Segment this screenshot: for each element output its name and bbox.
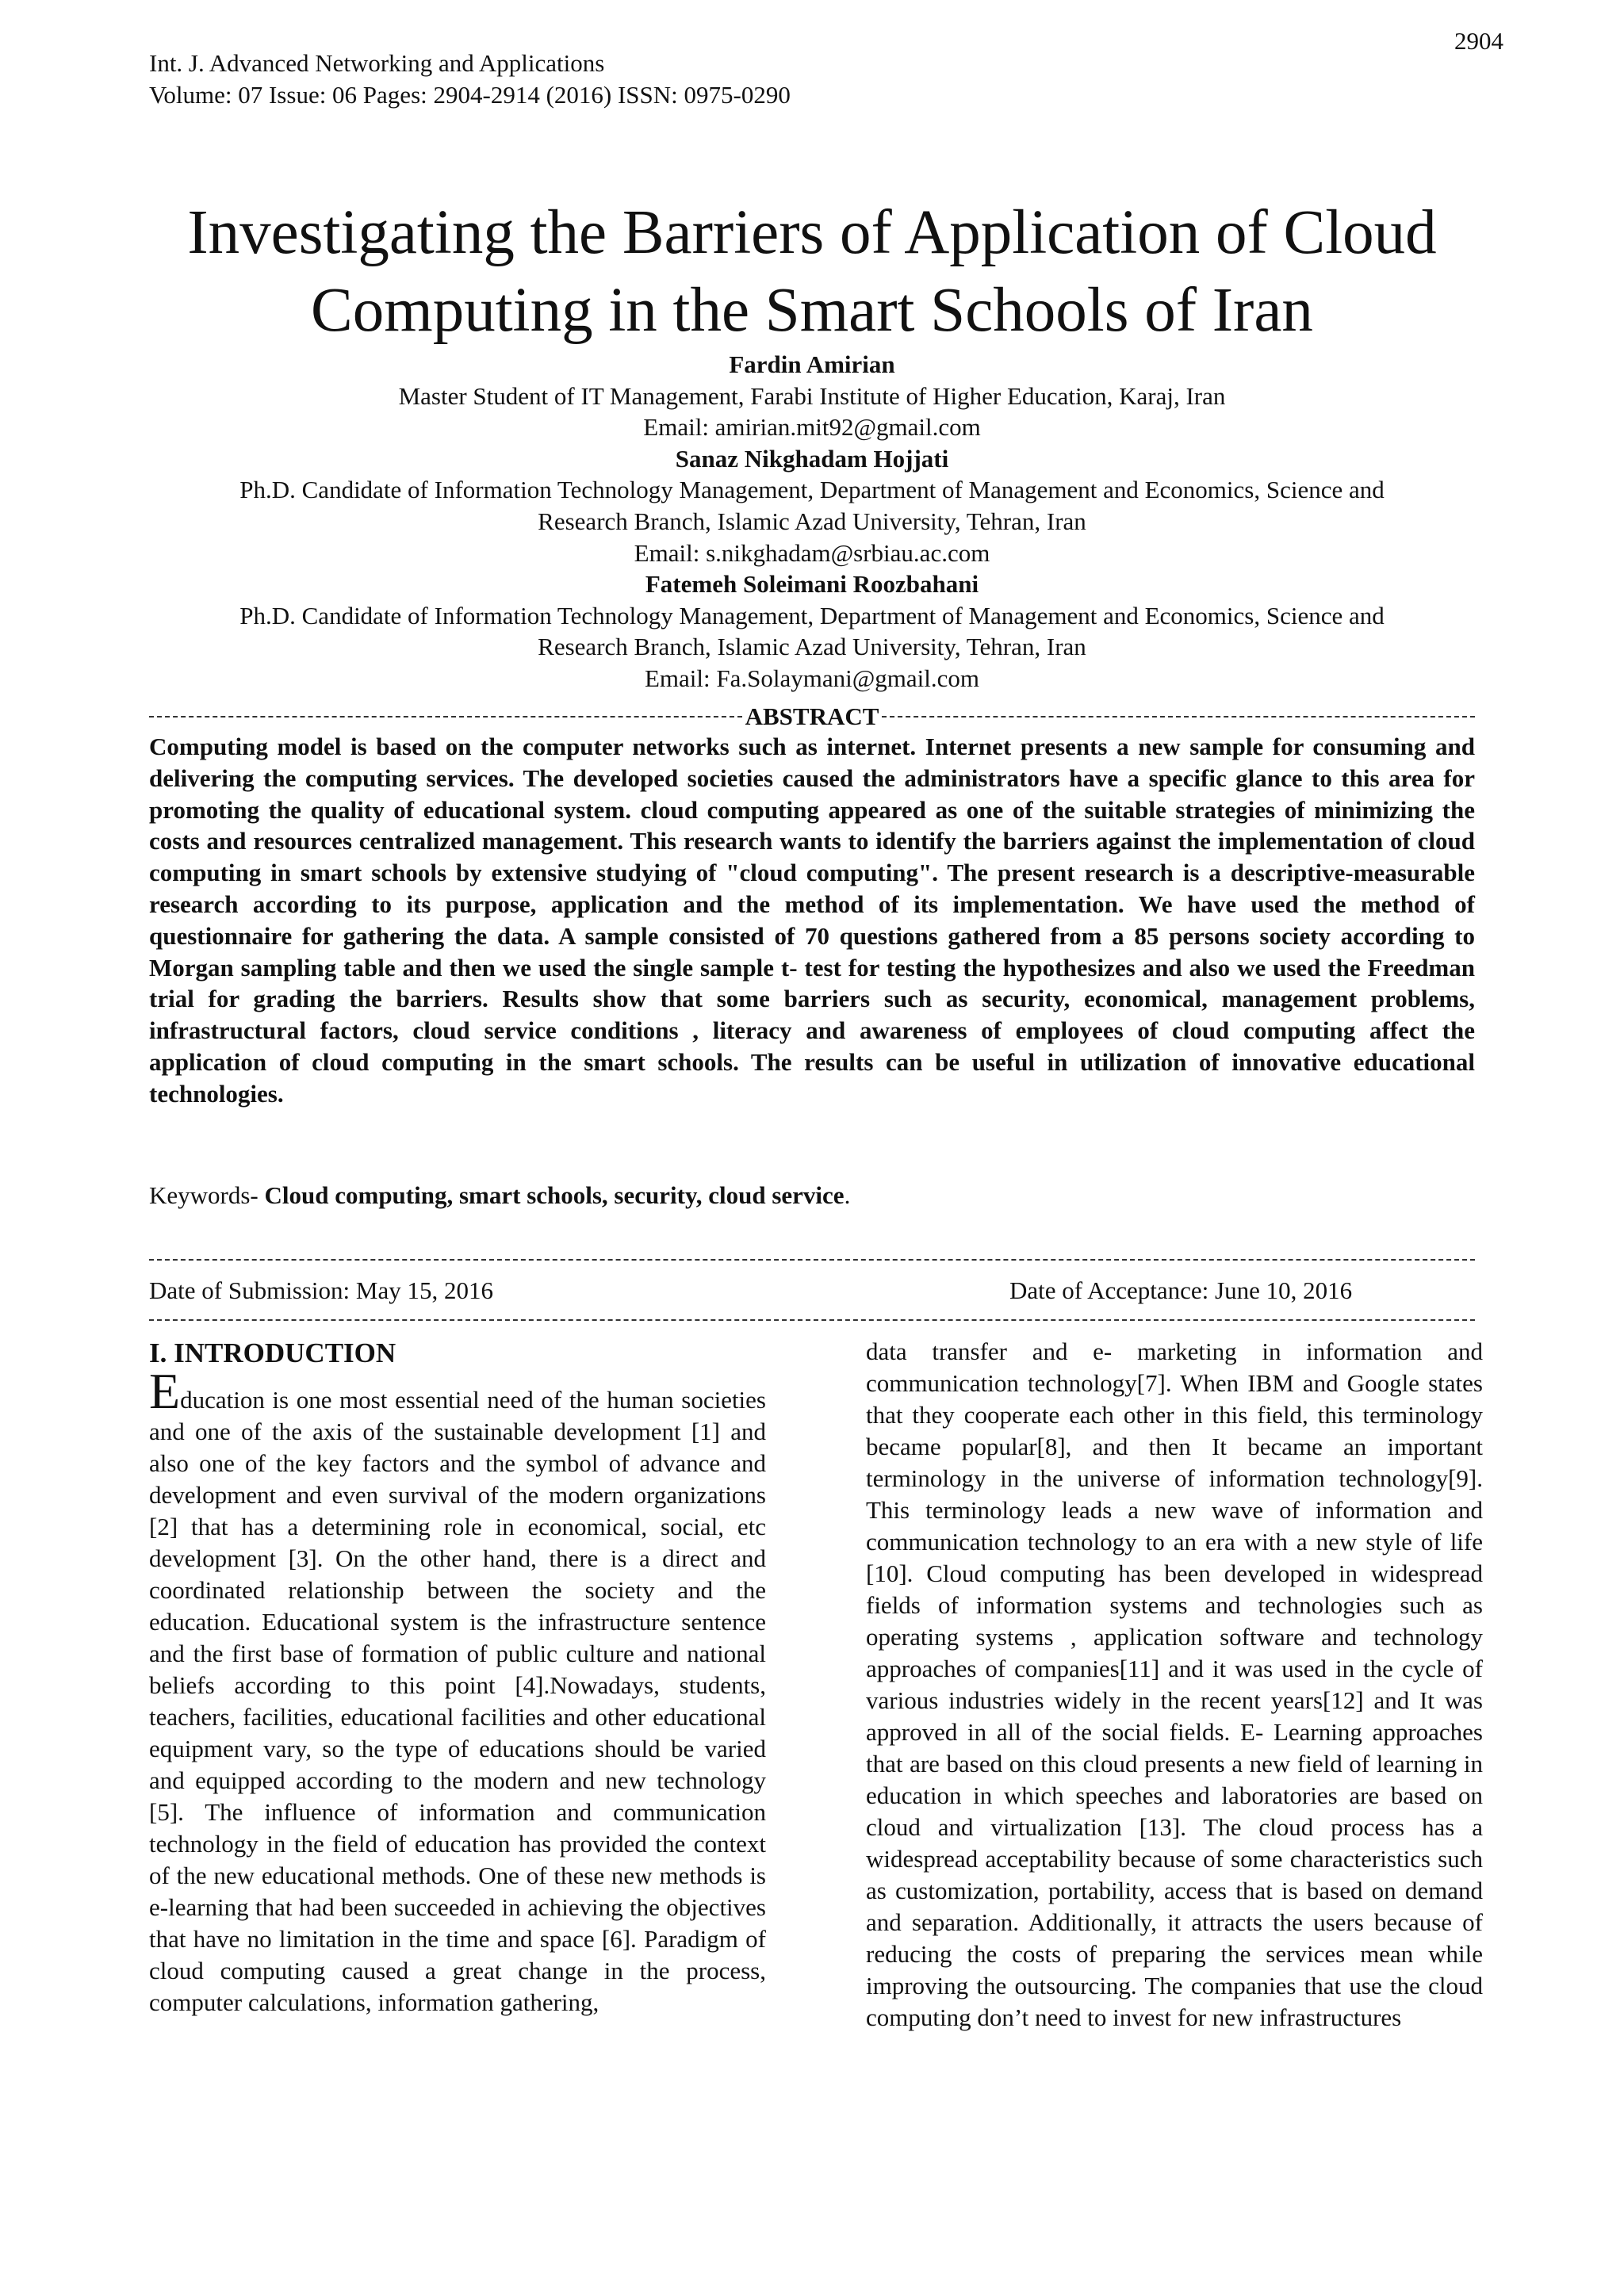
author-affiliation: Master Student of IT Management, Farabi Institute of Higher Education, Karaj, Iran xyxy=(398,381,1226,410)
journal-name: Int. J. Advanced Networking and Applications xyxy=(149,49,605,77)
submission-date: Date of Submission: May 15, 2016 xyxy=(149,1276,493,1304)
keywords xyxy=(149,1180,1475,1211)
author-name: Fatemeh Soleimani Roozbahani xyxy=(645,570,979,599)
title-line-1: Investigating the Barriers of Application of Cloud xyxy=(187,198,1437,267)
dates-row xyxy=(149,1275,1475,1307)
paper-title xyxy=(111,194,1513,350)
left-column xyxy=(149,1336,766,2019)
abstract-label: ABSTRACT xyxy=(742,702,883,731)
intro-text-left: ducation is one most essential need of the human societies and one of the axis of the sustainable development [1] and also one of the key factors and the symbol of advance and development and even survival of the modern organizations [2] that has a determining role in economical, social, etc development [3]. On the other hand, there is a direct and coordinated relationship between the society and the education. Educational system is the infrastructure sentence and the first base of formation of public culture and national beliefs according to this point [4].Nowadays, students, teachers, facilities, educational facilities and other educational equipment vary, so the type of educations should be varied and equipped according to the modern and new technology [5]. The influence of information and communication technology in the field of education has provided the context of the new educational methods. One of these new methods is e-learning that had been succeeded in achieving the objectives that have no limitation in the time and space [6]. Paradigm of cloud computing caused a great change in the process, computer calculations, information gathering, xyxy=(149,1386,766,2016)
dashed-rule xyxy=(149,716,742,718)
author-email: Email: Fa.Solaymani@gmail.com xyxy=(644,664,979,692)
running-header xyxy=(149,48,1497,111)
dashed-rule xyxy=(149,1319,1475,1321)
keywords-values: Cloud computing, smart schools, security, cloud service xyxy=(264,1181,845,1209)
acceptance-date: Date of Acceptance: June 10, 2016 xyxy=(1009,1276,1353,1304)
section-heading: I. INTRODUCTION xyxy=(149,1337,396,1368)
author-affiliation: Research Branch, Islamic Azad University, Tehran, Iran xyxy=(538,507,1086,535)
keywords-label: Keywords- xyxy=(149,1181,265,1209)
author-affiliation: Research Branch, Islamic Azad University, Tehran, Iran xyxy=(538,633,1086,661)
abstract-heading xyxy=(149,701,1475,733)
page-number: 2904 xyxy=(1454,27,1503,55)
author-affiliation: Ph.D. Candidate of Information Technology Management, Department of Management and Economics, Science and xyxy=(239,476,1385,504)
author-email: Email: s.nikghadam@srbiau.ac.com xyxy=(634,538,990,567)
dashed-rule xyxy=(882,716,1475,718)
title-line-2: Computing in the Smart Schools of Iran xyxy=(311,276,1313,345)
author-name: Sanaz Nikghadam Hojjati xyxy=(675,444,949,473)
dashed-rule xyxy=(149,1259,1475,1261)
intro-paragraph-right: data transfer and e- marketing in information and communication technology[7]. When IBM and Google states that they cooperate each other in this field, this terminology became popular[8], and then It became an important terminology in the universe of information technology[9]. This terminology leads a new wave of information and communication technology to an era with a new style of life [10]. Cloud computing has been developed in widespread fields of information systems and technologies such as operating systems , application software and technology approaches of companies[11] and it was used in the cycle of various industries widely in the recent years[12] and It was approved in all of the social fields. E- Learning approaches that are based on this cloud presents a new field of learning in education in which speeches and laboratories are based on cloud and virtualization [13]. The cloud process has a widespread acceptability because of some characteristics such as customization, portability, access that is based on demand and separation. Additionally, it attracts the users because of reducing the costs of preparing the services mean while improving the outsourcing. The companies that use the cloud computing don’t need to invest for new infrastructures xyxy=(866,1337,1483,2031)
abstract-text: Computing model is based on the computer networks such as internet. Internet presents a new sample for consuming and delivering the computing services. The developed societies caused the administrators have a specific glance to this area for promoting the quality of educational system. cloud computing appeared as one of the suitable strategies of minimizing the costs and resources centralized management. This research wants to identify the barriers against the implementation of cloud computing in smart schools by extensive studying of "cloud computing". The present research is a descriptive-measurable research according to its purpose, application and the method of its implementation. We have used the method of questionnaire for gathering the data. A sample consisted of 70 questions gathered from a 85 persons society according to Morgan sampling table and then we used the single sample t- test for testing the hypothesizes and also we used the Freedman trial for grading the barriers. Results show that some barriers such as security, economical, management problems, infrastructural factors, cloud service conditions , literacy and awareness of employees of cloud computing affect the application of cloud computing in the smart schools. The results can be useful in utilization of innovative educational technologies. xyxy=(149,733,1475,1108)
keywords-end: . xyxy=(844,1181,851,1209)
volume-info: Volume: 07 Issue: 06 Pages: 2904-2914 (2016) ISSN: 0975-0290 xyxy=(149,81,791,109)
right-column xyxy=(866,1336,1483,2034)
drop-cap: E xyxy=(149,1363,181,1419)
author-affiliation: Ph.D. Candidate of Information Technology Management, Department of Management and Economics, Science and xyxy=(239,601,1385,629)
author-block xyxy=(149,349,1475,695)
intro-paragraph-left xyxy=(149,1363,766,2019)
author-email: Email: amirian.mit92@gmail.com xyxy=(643,413,981,442)
author-name: Fardin Amirian xyxy=(729,350,895,378)
